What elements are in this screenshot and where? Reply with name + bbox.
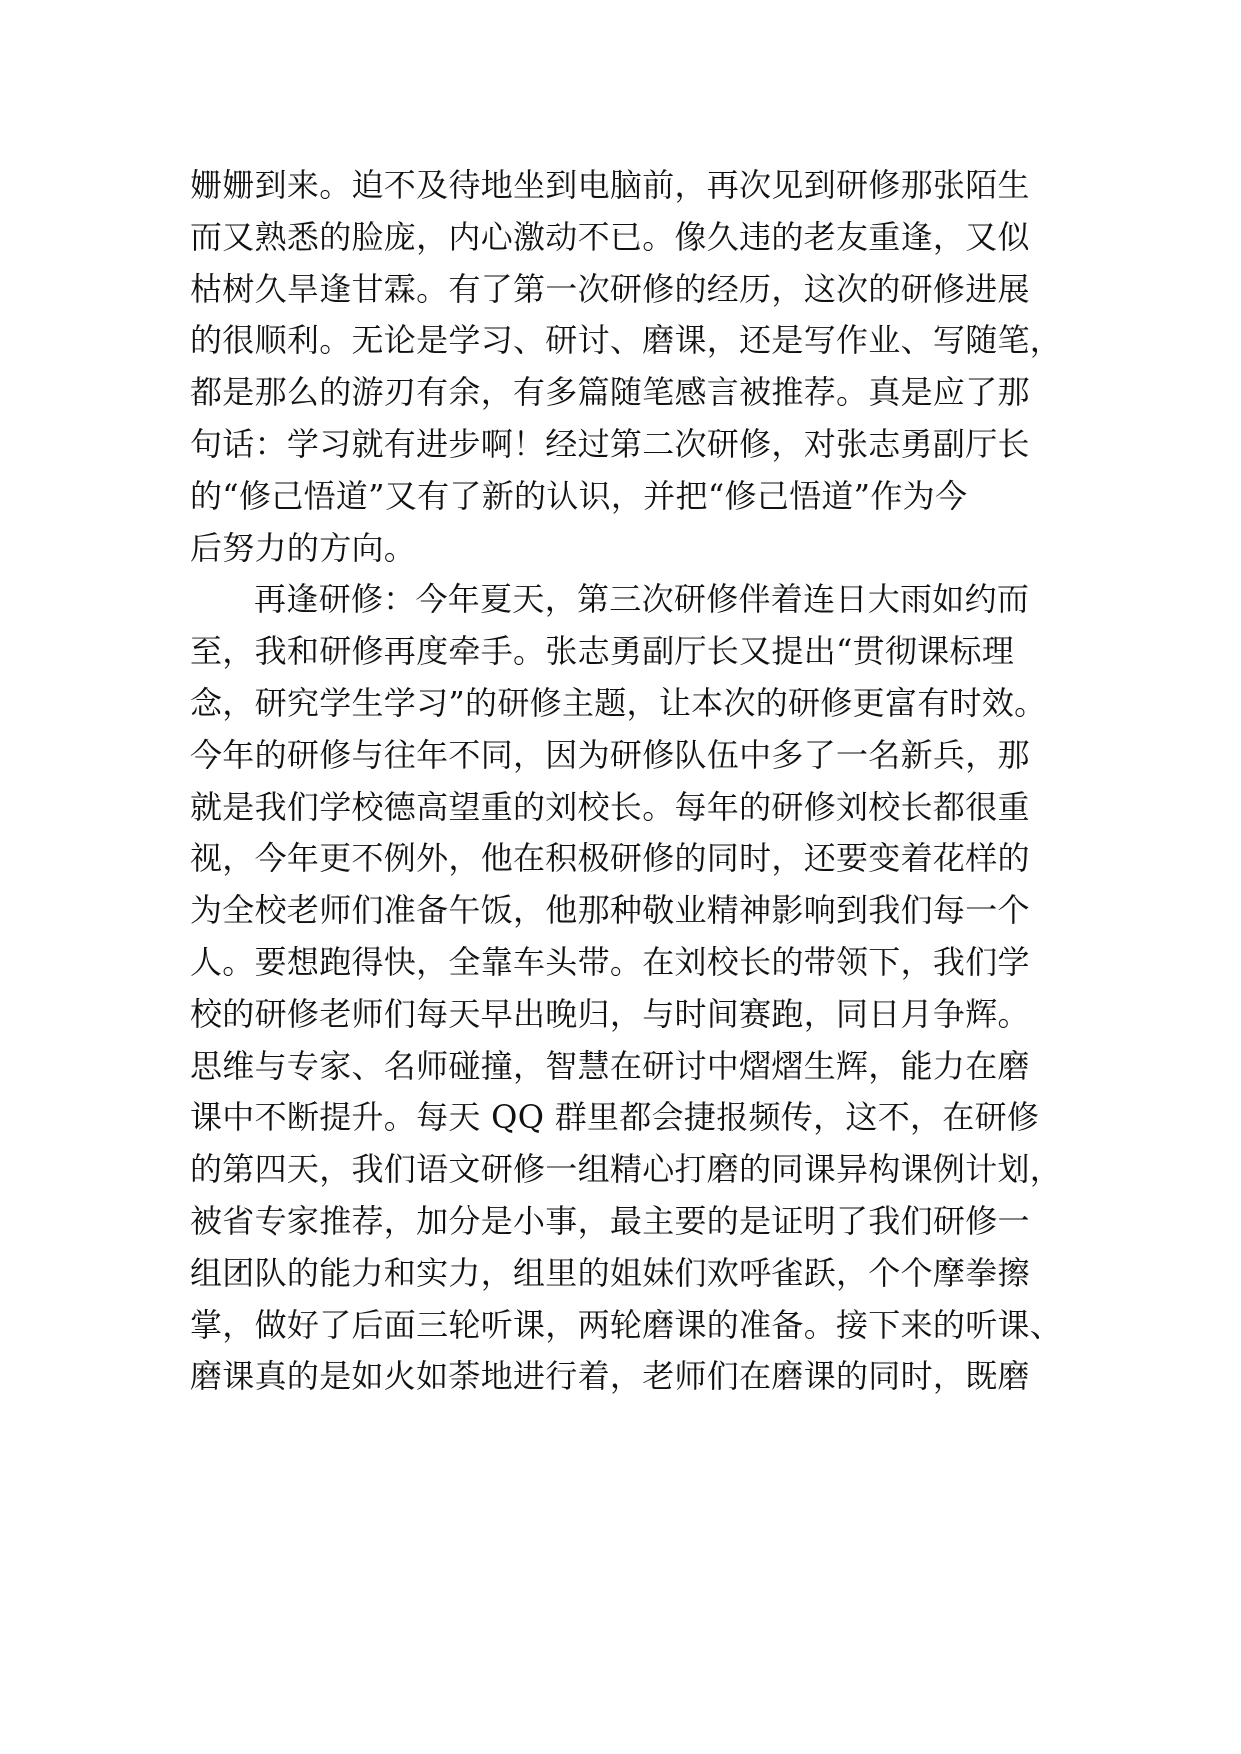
- text-line: 的很顺利。无论是学习、研讨、磨课，还是写作业、写随笔，: [190, 321, 1063, 360]
- text-line: 而又熟悉的脸庞，内心激动不已。像久违的老友重逢，又似: [190, 217, 1030, 256]
- text-line: 后努力的方向。: [190, 528, 417, 567]
- text-line: 枯树久旱逢甘霖。有了第一次研修的经历，这次的研修进展: [190, 269, 1030, 308]
- text-line: 为全校老师们准备午饭，他那种敬业精神影响到我们每一个: [190, 891, 1030, 930]
- text-line: 思维与专家、名师碰撞，智慧在研讨中熠熠生辉，能力在磨: [190, 1046, 1030, 1085]
- text-line: 就是我们学校德高望重的刘校长。每年的研修刘校长都很重: [190, 787, 1030, 826]
- text-line: 被省专家推荐，加分是小事，最主要的是证明了我们研修一: [190, 1201, 1030, 1240]
- text-line: 的“修己悟道”又有了新的认识，并把“修己悟道”作为今: [190, 476, 968, 515]
- body-text: [190, 160, 1070, 1403]
- text-line: 姗姗到来。迫不及待地坐到电脑前，再次见到研修那张陌生: [190, 166, 1030, 204]
- text-line: 都是那么的游刃有余，有多篇随笔感言被推荐。真是应了那: [190, 373, 1030, 412]
- text-line: 磨课真的是如火如荼地进行着，老师们在磨课的同时，既磨: [190, 1357, 1030, 1396]
- text-line: 至，我和研修再度牵手。张志勇副厅长又提出“贯彻课标理: [190, 632, 1015, 671]
- text-line: 念，研究学生学习”的研修主题，让本次的研修更富有时效。: [190, 683, 1047, 722]
- text-line: 掌，做好了后面三轮听课，两轮磨课的准备。接下来的听课、: [190, 1305, 1063, 1344]
- text-line: 校的研修老师们每天早出晚归，与时间赛跑，同日月争辉。: [190, 994, 1030, 1033]
- text-line: 视，今年更不例外，他在积极研修的同时，还要变着花样的: [190, 839, 1030, 878]
- text-line: 人。要想跑得快，全靠车头带。在刘校长的带领下，我们学: [190, 942, 1030, 981]
- text-line: 句话：学习就有进步啊！经过第二次研修，对张志勇副厅长: [190, 424, 1030, 463]
- paragraph-start-line: 再逢研修：今年夏天，第三次研修伴着连日大雨如约而: [254, 580, 1030, 619]
- text-line: 今年的研修与往年不同，因为研修队伍中多了一名新兵，那: [190, 735, 1030, 774]
- text-line: 课中不断提升。每天 QQ 群里都会捷报频传，这不，在研修: [190, 1098, 1040, 1137]
- text-line: 的第四天，我们语文研修一组精心打磨的同课异构课例计划，: [190, 1150, 1063, 1189]
- text-line: 组团队的能力和实力，组里的姐妹们欢呼雀跃，个个摩拳擦: [190, 1253, 1030, 1292]
